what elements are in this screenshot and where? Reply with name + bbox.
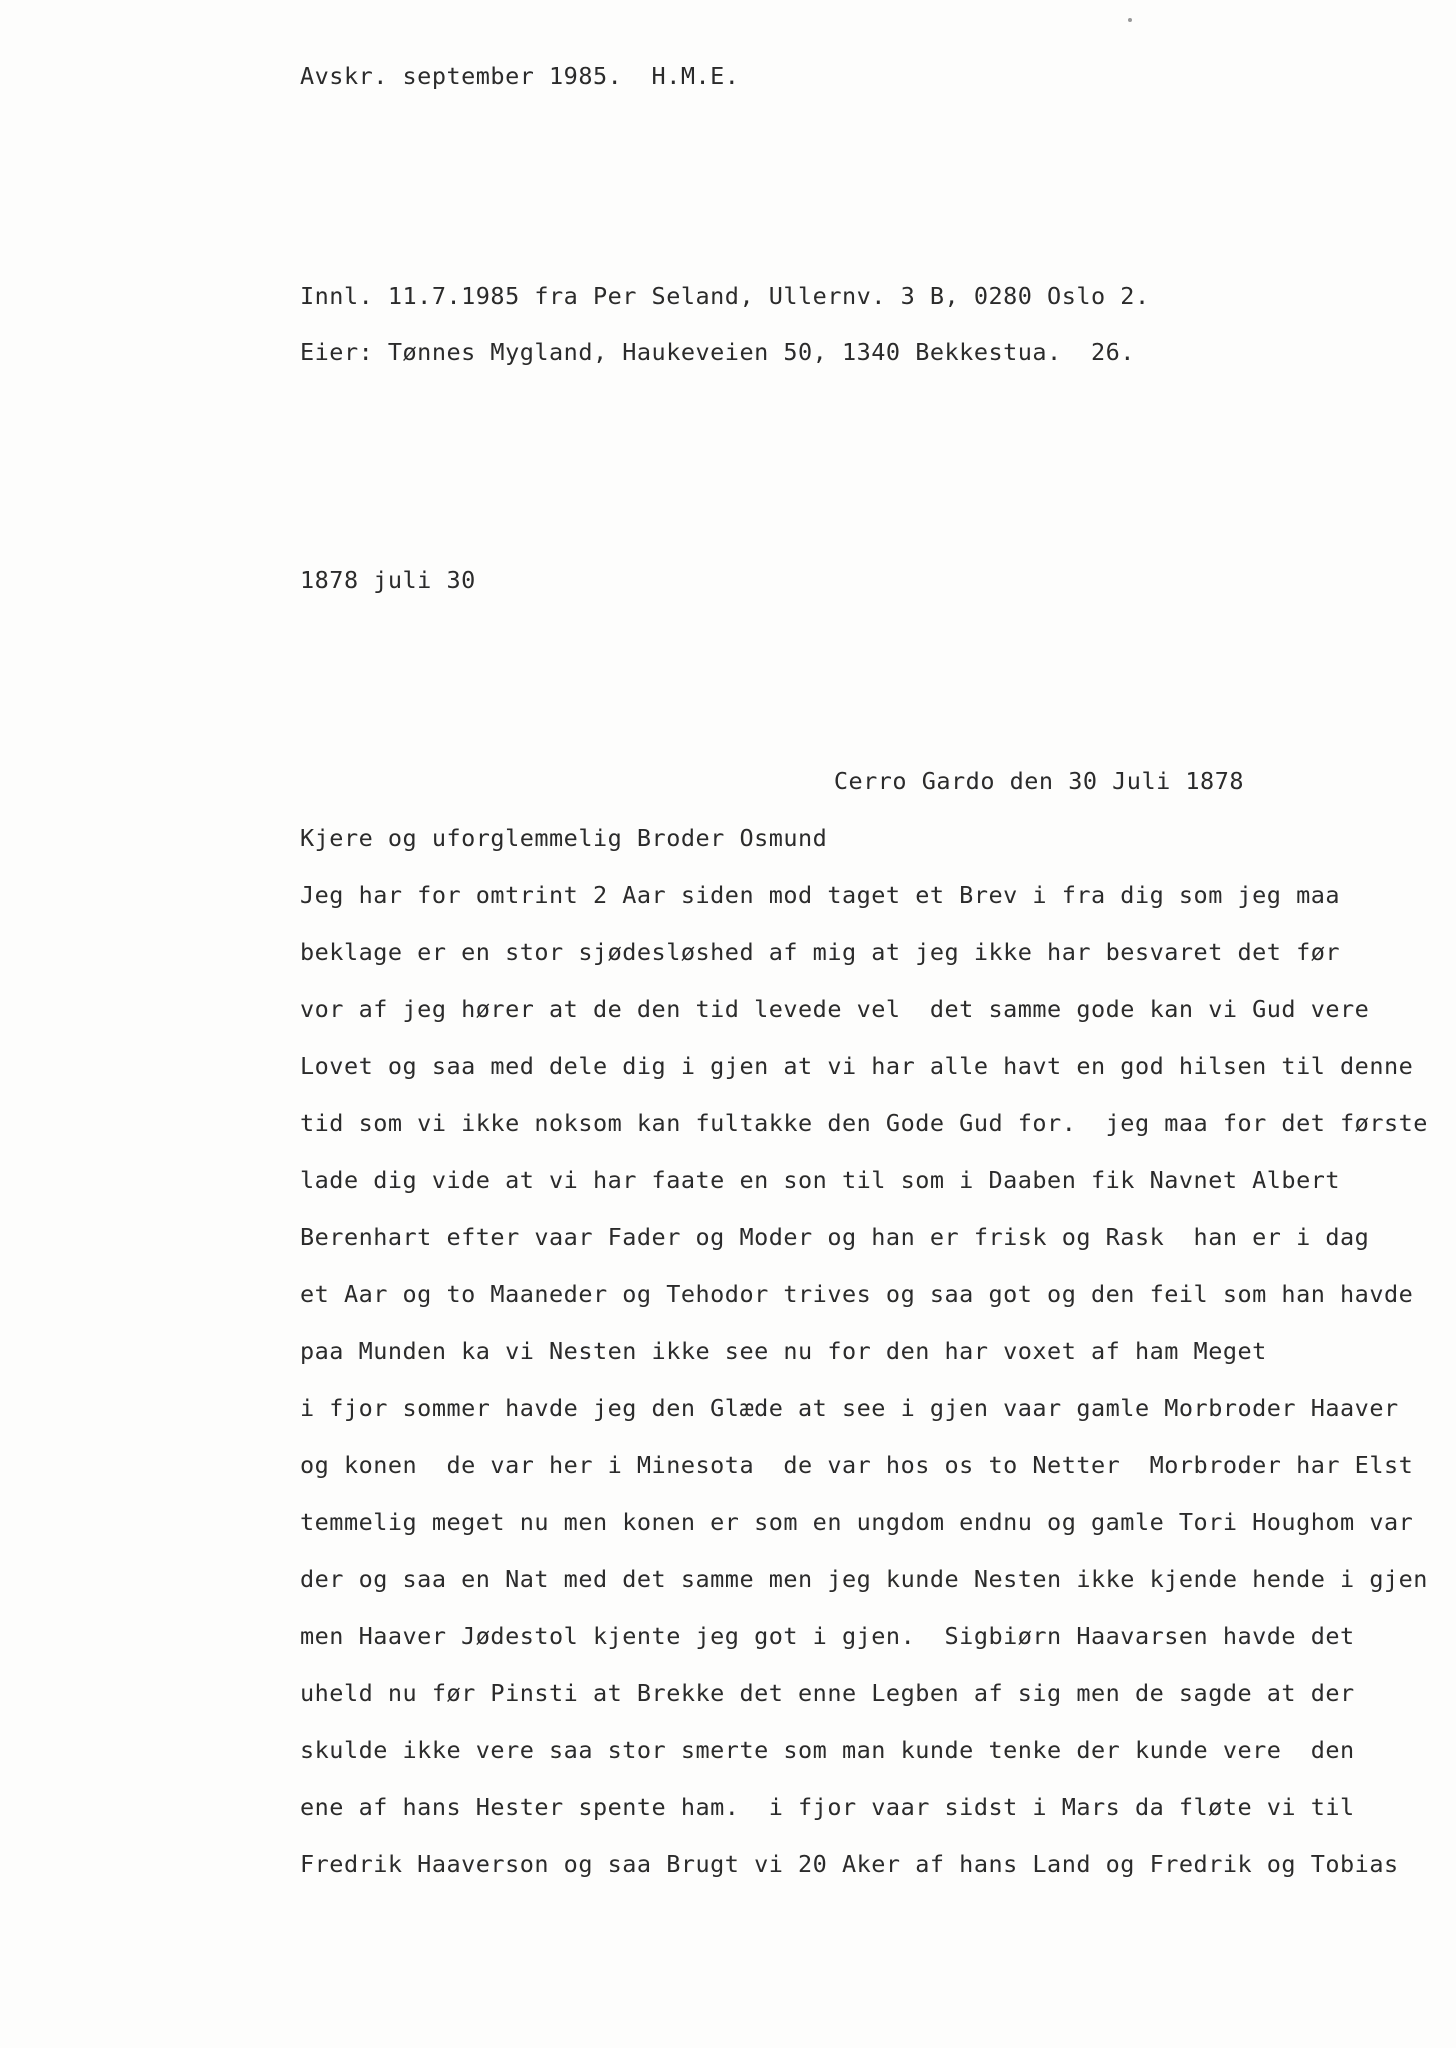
letter-line: paa Munden ka vi Nesten ikke see nu for den har voxet af ham Meget [300,1337,1267,1365]
letter-line: ene af hans Hester spente ham. i fjor vaar sidst i Mars da fløte vi til [300,1793,1355,1821]
paper-speck [1128,18,1132,22]
letter-line: vor af jeg hører at de den tid levede vel det samme gode kan vi Gud vere [300,995,1370,1023]
letter-line: Fredrik Haaverson og saa Brugt vi 20 Aker af hans Land og Fredrik og Tobias [300,1850,1399,1878]
transcription-note: Avskr. september 1985. H.M.E. [300,62,740,90]
letter-line: tid som vi ikke noksom kan fultakke den Gode Gud for. jeg maa for det første [300,1109,1428,1137]
letter-line: i fjor sommer havde jeg den Glæde at see i gjen vaar gamle Morbroder Haaver [300,1394,1399,1422]
letter-line: Berenhart efter vaar Fader og Moder og han er frisk og Rask han er i dag [300,1223,1370,1251]
owner-note: Eier: Tønnes Mygland, Haukeveien 50, 1340 Bekkestua. 26. [300,338,1135,366]
letter-line: og konen de var her i Minesota de var hos os to Netter Morbroder har Elst [300,1451,1414,1479]
letter-line: men Haaver Jødestol kjente jeg got i gjen. Sigbiørn Haavarsen havde det [300,1622,1355,1650]
letter-line: et Aar og to Maaneder og Tehodor trives og saa got og den feil som han havde [300,1280,1414,1308]
letter-line: der og saa en Nat med det samme men jeg kunde Nesten ikke kjende hende i gjen [300,1565,1428,1593]
letter-line: Lovet og saa med dele dig i gjen at vi har alle havt en god hilsen til denne [300,1052,1414,1080]
letter-line: Jeg har for omtrint 2 Aar siden mod taget et Brev i fra dig som jeg maa [300,881,1341,909]
letter-line: beklage er en stor sjødesløshed af mig at jeg ikke har besvaret det før [300,938,1341,966]
document-date: 1878 juli 30 [300,566,476,594]
letter-line: skulde ikke vere saa stor smerte som man kunde tenke der kunde vere den [300,1736,1355,1764]
letter-line: lade dig vide at vi har faate en son til som i Daaben fik Navnet Albert [300,1166,1341,1194]
letter-place-date: Cerro Gardo den 30 Juli 1878 [833,767,1244,795]
letter-salutation: Kjere og uforglemmelig Broder Osmund [300,824,828,852]
received-note: Innl. 11.7.1985 fra Per Seland, Ullernv. 3 B, 0280 Oslo 2. [300,282,1150,310]
letter-line: temmelig meget nu men konen er som en ungdom endnu og gamle Tori Houghom var [300,1508,1414,1536]
letter-line: uheld nu før Pinsti at Brekke det enne Legben af sig men de sagde at der [300,1679,1355,1707]
